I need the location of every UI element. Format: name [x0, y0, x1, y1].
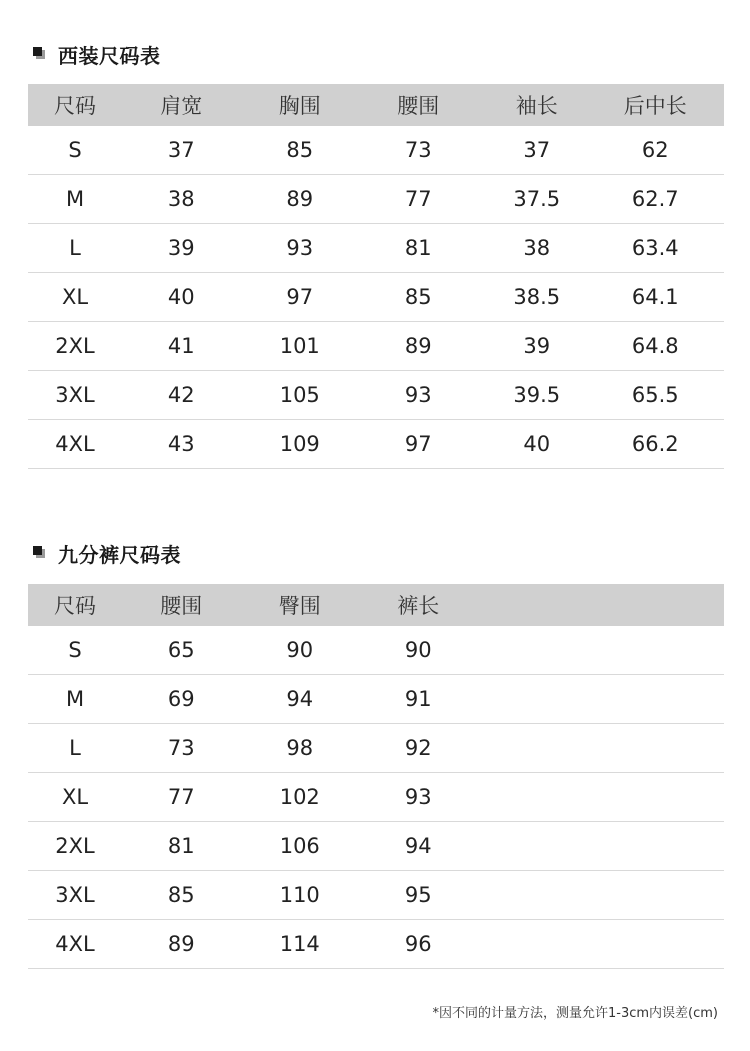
- table-cell: M: [65, 187, 85, 211]
- table-cell: 64.8: [631, 334, 679, 358]
- table-cell: 89: [167, 932, 195, 956]
- measurement-footnote: *因不同的计量方法，测量允许1-3cm内误差(cm): [432, 1006, 718, 1021]
- table-cell: 81: [167, 834, 195, 858]
- table-cell: 63.4: [631, 236, 679, 260]
- suit-size-table: [28, 84, 724, 469]
- table-cell: 94: [286, 687, 314, 711]
- header-cell: 腰围: [397, 94, 440, 118]
- table-cell: 39: [523, 334, 551, 358]
- table-cell: 66.2: [631, 432, 679, 456]
- table-cell: 37: [523, 138, 551, 162]
- table-row: [28, 371, 724, 420]
- table-cell: 89: [286, 187, 314, 211]
- table-row: [28, 273, 724, 322]
- header-cell: 腰围: [160, 594, 203, 618]
- table-row: [28, 175, 724, 224]
- table-cell: L: [69, 736, 81, 760]
- table-row: [28, 675, 724, 724]
- table-cell: 3XL: [55, 383, 95, 407]
- header-cell: 胸围: [278, 94, 321, 118]
- table-cell: 73: [404, 138, 432, 162]
- table-cell: 85: [167, 883, 195, 907]
- table-cell: 37: [167, 138, 195, 162]
- header-cell: 尺码: [54, 594, 96, 618]
- square-bullet-icon: [32, 46, 48, 62]
- pants-table-title-text: 九分裤尺码表: [58, 542, 181, 567]
- table-cell: 81: [404, 236, 432, 260]
- table-cell: 65.5: [631, 383, 679, 407]
- table-cell: 38: [523, 236, 551, 260]
- pants-table-title: [32, 540, 181, 566]
- table-row: [28, 773, 724, 822]
- table-row: [28, 724, 724, 773]
- table-cell: 77: [404, 187, 432, 211]
- table-cell: 85: [286, 138, 314, 162]
- table-cell: 93: [404, 785, 432, 809]
- table-cell: S: [68, 638, 82, 662]
- table-cell: 102: [279, 785, 320, 809]
- table-row: [28, 420, 724, 469]
- table-cell: 3XL: [55, 883, 95, 907]
- table-cell: 90: [404, 638, 432, 662]
- table-cell: 73: [167, 736, 195, 760]
- table-cell: 40: [167, 285, 195, 309]
- table-cell: 96: [404, 932, 432, 956]
- table-cell: 77: [167, 785, 195, 809]
- table-row: [28, 126, 724, 175]
- square-bullet-icon: [32, 545, 48, 561]
- table-cell: 90: [286, 638, 314, 662]
- table-cell: 95: [404, 883, 432, 907]
- header-cell: 肩宽: [160, 94, 203, 118]
- header-cell: 裤长: [397, 594, 440, 618]
- table-cell: S: [68, 138, 82, 162]
- table-row: [28, 920, 724, 969]
- table-cell: 2XL: [55, 334, 95, 358]
- table-cell: 4XL: [55, 932, 95, 956]
- table-cell: L: [69, 236, 81, 260]
- table-cell: 114: [279, 932, 320, 956]
- table-cell: 101: [279, 334, 320, 358]
- suit-table-title: [32, 41, 161, 67]
- table-cell: 105: [279, 383, 320, 407]
- header-cell: 尺码: [54, 94, 96, 118]
- table-cell: 98: [286, 736, 314, 760]
- table-cell: 109: [279, 432, 320, 456]
- table-cell: 39.5: [513, 383, 561, 407]
- table-cell: 93: [404, 383, 432, 407]
- table-cell: 62: [641, 138, 669, 162]
- table-header-row: [28, 584, 724, 626]
- table-row: [28, 626, 724, 675]
- table-row: [28, 322, 724, 371]
- table-cell: 92: [404, 736, 432, 760]
- table-cell: 38: [167, 187, 195, 211]
- pants-size-table: [28, 584, 724, 969]
- table-cell: XL: [61, 285, 89, 309]
- table-cell: M: [65, 687, 85, 711]
- header-cell: 后中长: [623, 94, 687, 118]
- table-cell: 64.1: [631, 285, 679, 309]
- table-cell: 65: [167, 638, 195, 662]
- header-cell: 臀围: [278, 594, 321, 618]
- table-cell: 39: [167, 236, 195, 260]
- table-cell: 43: [167, 432, 195, 456]
- table-cell: 91: [404, 687, 432, 711]
- table-cell: 69: [167, 687, 195, 711]
- table-cell: 110: [279, 883, 320, 907]
- table-cell: 106: [279, 834, 320, 858]
- table-cell: 89: [404, 334, 432, 358]
- table-cell: 38.5: [513, 285, 561, 309]
- table-row: [28, 822, 724, 871]
- table-cell: 40: [523, 432, 551, 456]
- table-cell: 97: [286, 285, 314, 309]
- table-cell: 94: [404, 834, 432, 858]
- table-cell: 97: [404, 432, 432, 456]
- table-cell: 62.7: [631, 187, 679, 211]
- table-cell: 85: [404, 285, 432, 309]
- table-cell: 37.5: [513, 187, 561, 211]
- table-cell: 2XL: [55, 834, 95, 858]
- table-row: [28, 871, 724, 920]
- table-cell: XL: [61, 785, 89, 809]
- table-row: [28, 224, 724, 273]
- table-cell: 41: [167, 334, 195, 358]
- table-cell: 4XL: [55, 432, 95, 456]
- table-cell: 42: [167, 383, 195, 407]
- header-cell: 袖长: [515, 94, 558, 118]
- table-cell: 93: [286, 236, 314, 260]
- table-header-row: [28, 84, 724, 126]
- suit-table-title-text: 西装尺码表: [58, 43, 161, 68]
